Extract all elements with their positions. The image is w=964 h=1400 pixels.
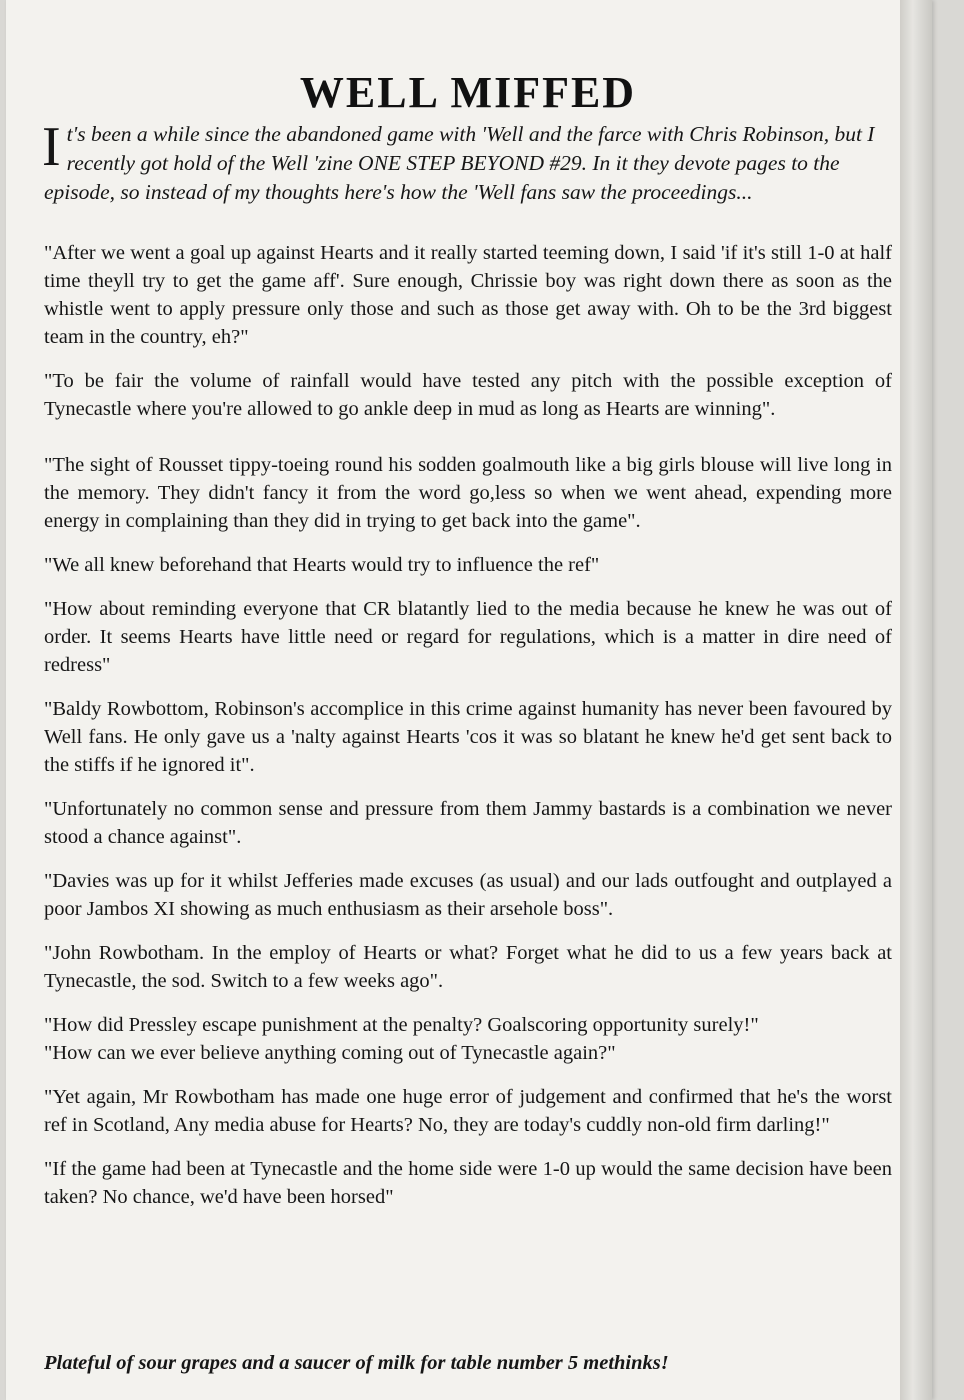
- page-spine: [900, 0, 932, 1400]
- fan-quote: "How can we ever believe anything coming out of Tynecastle again?": [44, 1042, 616, 1064]
- fan-quote: "If the game had been at Tynecastle and the home side were 1-0 up would the same decision have been taken? No chance, we'd have been horsed": [44, 1158, 892, 1208]
- article-body: [44, 68, 892, 1227]
- fan-quote: "The sight of Rousset tippy-toeing round his sodden goalmouth like a big girls blouse will live long in the memory. They didn't fancy it from the word go,less so when we went ahead, expending more energy in complaining than they did in trying to get back into the game".: [44, 454, 892, 532]
- article-title: WELL MIFFED: [299, 68, 637, 117]
- fan-quote: "How did Pressley escape punishment at the penalty? Goalscoring opportunity surely!": [44, 1014, 759, 1036]
- fan-quote: "To be fair the volume of rainfall would have tested any pitch with the possible exception of Tynecastle where you're allowed to go ankle deep in mud as long as Hearts are winning".: [44, 370, 892, 420]
- fan-quote: "Yet again, Mr Rowbotham has made one huge error of judgement and confirmed that he's the worst ref in Scotland, Any media abuse for Hearts? No, they are today's cuddly non-old firm darling!": [44, 1086, 892, 1136]
- intro-text: t's been a while since the abandoned game with 'Well and the farce with Chris Robinson, but I recently got hold of the Well 'zine ONE STEP BEYOND #29. In it they devote pages to the episode, so instead of my thoughts here's how the 'Well fans saw the proceedings...: [44, 122, 875, 204]
- fan-quotes: [44, 239, 892, 1211]
- fan-quote: "Baldy Rowbottom, Robinson's accomplice in this crime against humanity has never been favoured by Well fans. He only gave us a 'nalty against Hearts 'cos it was so blatant he knew he'd get sent back to the stiffs if he ignored it".: [44, 698, 892, 776]
- article-intro: [42, 116, 892, 207]
- fan-quote: "After we went a goal up against Hearts and it really started teeming down, I said 'if it's still 1-0 at half time theyll try to get the game aff'. Sure enough, Chrissie boy was right down there as soon as the whistle went to apply pressure only those and such as those get away with. Oh to be the 3rd biggest team in the country, eh?": [44, 242, 892, 348]
- intro-dropcap: I: [42, 116, 61, 178]
- fan-quote: "We all knew beforehand that Hearts would try to influence the ref": [44, 554, 600, 576]
- fan-quote: "How about reminding everyone that CR blatantly lied to the media because he knew he was out of order. It seems Hearts have little need or regard for regulations, which is a matter in dire need of redress": [44, 598, 892, 676]
- fan-quote: "Unfortunately no common sense and pressure from them Jammy bastards is a combination we never stood a chance against".: [44, 798, 892, 848]
- article-closing-line: Plateful of sour grapes and a saucer of milk for table number 5 methinks!: [44, 1352, 669, 1374]
- fan-quote: "John Rowbotham. In the employ of Hearts or what? Forget what he did to us a few years back at Tynecastle, the sod. Switch to a few weeks ago".: [44, 942, 892, 992]
- fan-quote: "Davies was up for it whilst Jefferies made excuses (as usual) and our lads outfought and outplayed a poor Jambos XI showing as much enthusiasm as their arsehole boss".: [44, 870, 892, 920]
